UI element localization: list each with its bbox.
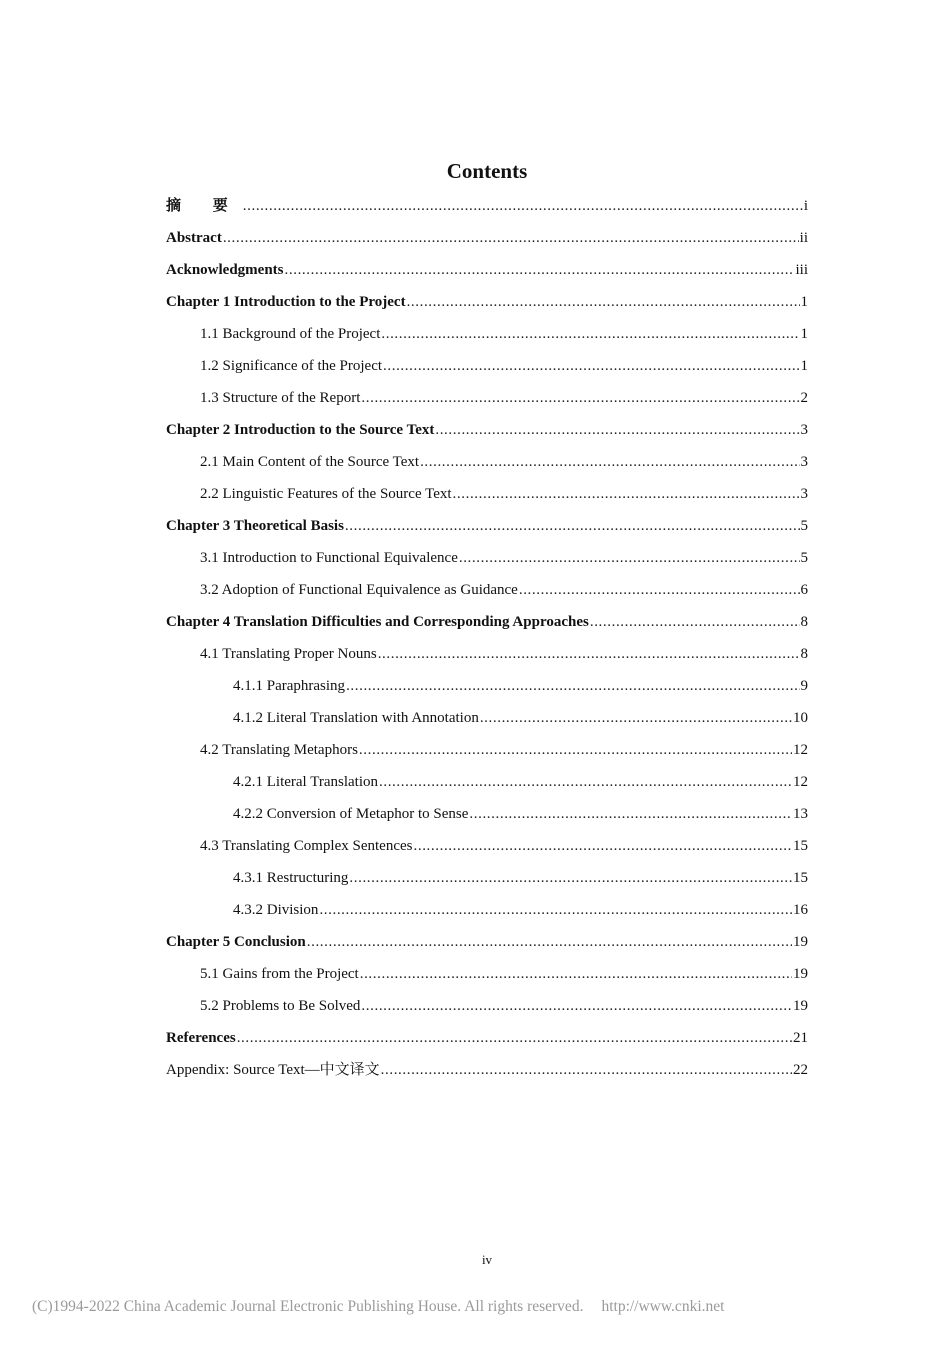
toc-entry[interactable] [166, 672, 808, 704]
toc-entry[interactable] [166, 704, 808, 736]
toc-entry[interactable] [166, 608, 808, 640]
toc-entry-label: 2.2 Linguistic Features of the Source Text [200, 486, 452, 502]
toc-entry-label: Chapter 5 Conclusion [166, 934, 306, 950]
toc-dot-leader [381, 1056, 792, 1084]
toc-entry-page: 19 [793, 998, 808, 1014]
toc-entry-label: 1.1 Background of the Project [200, 326, 381, 342]
toc-dot-leader [420, 448, 799, 476]
toc-dot-leader [361, 992, 792, 1020]
toc-entry[interactable] [166, 896, 808, 928]
toc-entry-label: References [166, 1030, 236, 1046]
toc-entry[interactable] [166, 832, 808, 864]
toc-entry-label: 5.1 Gains from the Project [200, 966, 359, 982]
toc-dot-leader [480, 704, 792, 732]
toc-dot-leader [360, 960, 792, 988]
toc-entry-label: 1.3 Structure of the Report [200, 390, 361, 406]
toc-dot-leader [435, 416, 799, 444]
toc-entry[interactable] [166, 192, 808, 224]
toc-entry-label: 3.2 Adoption of Functional Equivalence as Guidance [200, 582, 518, 598]
toc-entry-page: 2 [800, 390, 808, 406]
copyright-footer [32, 1298, 724, 1316]
toc-dot-leader [379, 768, 792, 796]
toc-entry-page: 13 [793, 806, 808, 822]
toc-entry[interactable] [166, 640, 808, 672]
toc-entry-page: 15 [793, 838, 808, 854]
toc-entry-page: 10 [793, 710, 808, 726]
toc-entry-page: 3 [800, 486, 808, 502]
toc-entry-label: 4.1.2 Literal Translation with Annotation [233, 710, 479, 726]
toc-entry-label: Acknowledgments [166, 262, 284, 278]
toc-entry[interactable] [166, 960, 808, 992]
toc-entry-label: 4.2.1 Literal Translation [233, 774, 378, 790]
toc-entry-page: 15 [793, 870, 808, 886]
toc-entry[interactable] [166, 320, 808, 352]
toc-entry-page: 9 [800, 678, 808, 694]
toc-entry-label: 4.3 Translating Complex Sentences [200, 838, 413, 854]
toc-dot-leader [590, 608, 800, 636]
toc-entry[interactable] [166, 288, 808, 320]
toc-dot-leader [459, 544, 800, 572]
toc-entry-page: 8 [800, 614, 808, 630]
toc-dot-leader [285, 256, 795, 284]
toc-entry-label: 4.3.1 Restructuring [233, 870, 349, 886]
toc-dot-leader [453, 480, 800, 508]
footer-url[interactable]: http://www.cnki.net [601, 1298, 725, 1315]
toc-entry[interactable] [166, 1024, 808, 1056]
toc-entry-page: 22 [793, 1062, 808, 1078]
toc-entry-label: 4.2.2 Conversion of Metaphor to Sense [233, 806, 469, 822]
toc-dot-leader [407, 288, 800, 316]
toc-entry-page: 5 [800, 550, 808, 566]
toc-dot-leader [243, 192, 803, 220]
toc-dot-leader [307, 928, 792, 956]
toc-entry[interactable] [166, 1056, 808, 1088]
toc-entry[interactable] [166, 256, 808, 288]
toc-dot-leader [383, 352, 799, 380]
toc-entry-label: 4.1 Translating Proper Nouns [200, 646, 377, 662]
toc-dot-leader [519, 576, 800, 604]
toc-entry-page: 6 [800, 582, 808, 598]
toc-entry[interactable] [166, 576, 808, 608]
toc-dot-leader [319, 896, 792, 924]
toc-entry[interactable] [166, 224, 808, 256]
toc-entry[interactable] [166, 544, 808, 576]
toc-entry-label: Chapter 1 Introduction to the Project [166, 294, 406, 310]
toc-entry-label: 2.1 Main Content of the Source Text [200, 454, 420, 470]
toc-dot-leader [414, 832, 793, 860]
toc-entry-label: Abstract [166, 230, 222, 246]
toc-entry-label: 3.1 Introduction to Functional Equivalence [200, 550, 458, 566]
toc-entry-label: 摘 要 [166, 198, 242, 214]
copyright-text: (C)1994-2022 China Academic Journal Electronic Publishing House. All rights reserved. [32, 1298, 584, 1315]
toc-entry-page: ii [799, 230, 808, 246]
toc-entry-page: 3 [800, 422, 808, 438]
toc-entry-label: 4.2 Translating Metaphors [200, 742, 358, 758]
toc-entry[interactable] [166, 384, 808, 416]
toc-entry-label: 5.2 Problems to Be Solved [200, 998, 361, 1014]
toc-dot-leader [237, 1024, 792, 1052]
toc-entry-label: Chapter 3 Theoretical Basis [166, 518, 344, 534]
toc-entry-page: iii [795, 262, 808, 278]
toc-entry-label: 4.3.2 Division [233, 902, 319, 918]
toc-entry[interactable] [166, 736, 808, 768]
toc-dot-leader [361, 384, 799, 412]
page-title: Contents [446, 159, 528, 183]
toc-entry-page: 5 [800, 518, 808, 534]
toc-entry-page: 21 [793, 1030, 808, 1046]
toc-entry-page: 16 [793, 902, 808, 918]
toc-entry[interactable] [166, 352, 808, 384]
toc-entry[interactable] [166, 864, 808, 896]
toc-entry-page: 12 [793, 774, 808, 790]
toc-entry-label: Chapter 2 Introduction to the Source Text [166, 422, 435, 438]
toc-entry-page: i [803, 198, 808, 214]
toc-dot-leader [349, 864, 792, 892]
toc-entry-label: Chapter 4 Translation Difficulties and Corresponding Approaches [166, 614, 589, 630]
toc-entry[interactable] [166, 928, 808, 960]
toc-entry-page: 3 [800, 454, 808, 470]
toc-entry[interactable] [166, 768, 808, 800]
toc-entry-page: 19 [793, 934, 808, 950]
toc-entry[interactable] [166, 480, 808, 512]
toc-entry[interactable] [166, 800, 808, 832]
toc-entry-page: 19 [793, 966, 808, 982]
table-of-contents [166, 192, 808, 1088]
toc-entry-label: Appendix: Source Text—中文译文 [166, 1062, 380, 1078]
toc-entry[interactable] [166, 448, 808, 480]
toc-dot-leader [381, 320, 799, 348]
toc-entry-page: 1 [800, 358, 808, 374]
toc-entry-page: 8 [800, 646, 808, 662]
toc-entry-page: 1 [800, 294, 808, 310]
toc-dot-leader [223, 224, 799, 252]
toc-dot-leader [378, 640, 800, 668]
toc-entry[interactable] [166, 416, 808, 448]
toc-entry-label: 4.1.1 Paraphrasing [233, 678, 346, 694]
toc-entry-label: 1.2 Significance of the Project [200, 358, 383, 374]
toc-dot-leader [359, 736, 792, 764]
toc-dot-leader [469, 800, 792, 828]
toc-entry[interactable] [166, 512, 808, 544]
toc-entry-page: 1 [800, 326, 808, 342]
toc-entry[interactable] [166, 992, 808, 1024]
toc-entry-page: 12 [793, 742, 808, 758]
page-number: iv [481, 1252, 493, 1267]
toc-dot-leader [345, 512, 800, 540]
toc-dot-leader [346, 672, 799, 700]
